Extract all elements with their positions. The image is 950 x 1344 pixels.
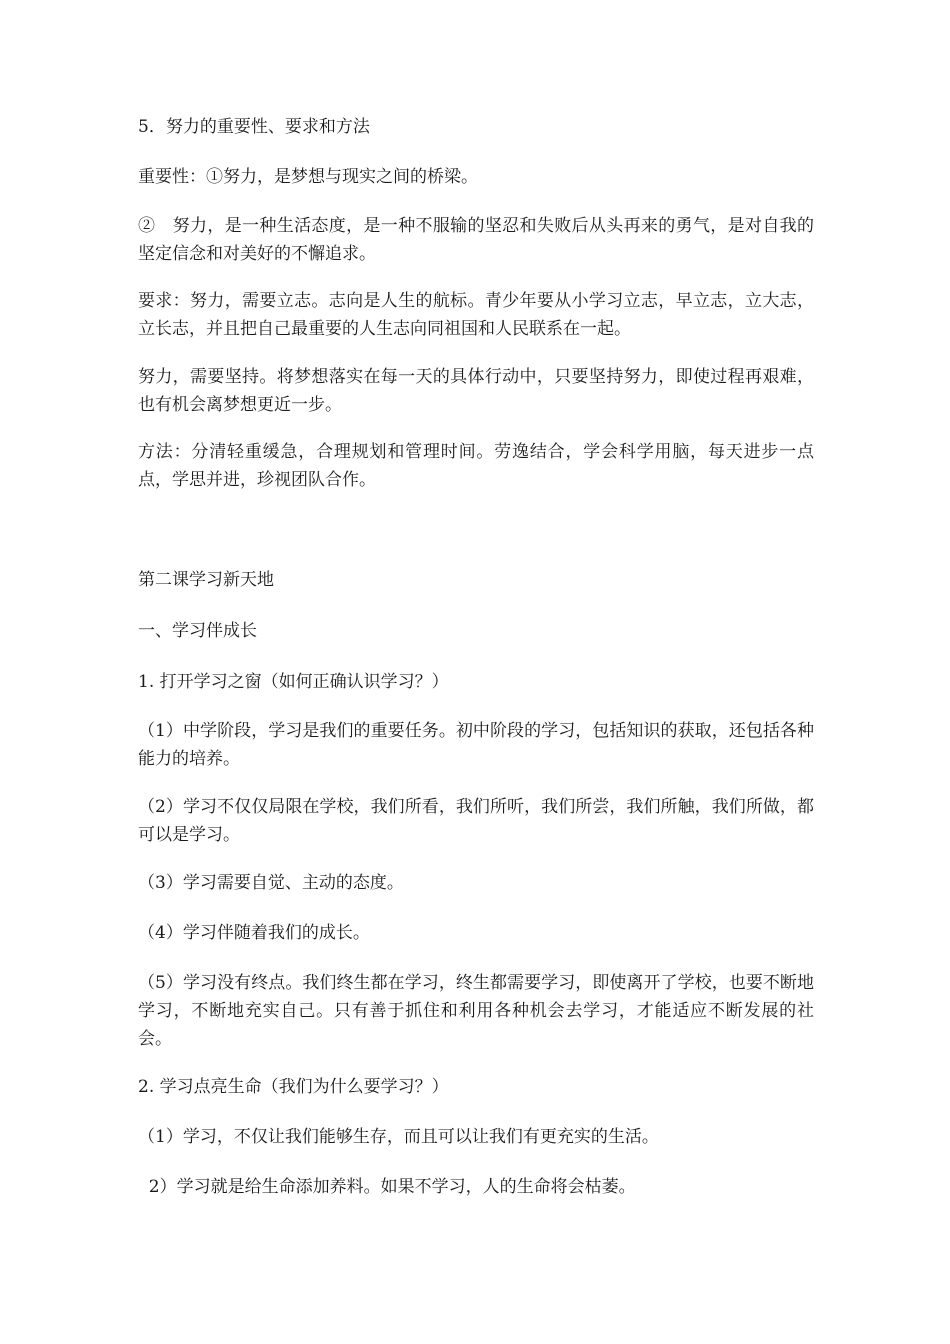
point2-item: 2）学习就是给生命添加养料。如果不学习，人的生命将会枯萎。 <box>138 1177 636 1197</box>
importance-paragraph-1: 重要性：①努力，是梦想与现实之间的桥梁。 <box>138 167 478 187</box>
lesson-title: 第二课学习新天地 <box>138 570 274 590</box>
requirement-paragraph-2: 努力，需要坚持。将梦想落实在每一天的具体行动中，只要坚持努力，即使过程再艰难，也有机会离梦想更近一步。 <box>138 367 814 415</box>
point1-item: （4）学习伴随着我们的成长。 <box>138 923 370 943</box>
point2-heading: 2. 学习点亮生命（我们为什么要学习？） <box>138 1077 449 1097</box>
point1-item: （3）学习需要自觉、主动的态度。 <box>138 873 404 893</box>
point1-heading: 1. 打开学习之窗（如何正确认识学习？） <box>138 672 449 692</box>
point2-item: （1）学习，不仅让我们能够生存，而且可以让我们有更充实的生活。 <box>138 1127 659 1147</box>
importance-paragraph-2: ② 努力，是一种生活态度，是一种不服输的坚忍和失败后从头再来的勇气，是对自我的坚定信念和对美好的不懈追求。 <box>138 216 814 264</box>
section-heading: 5．努力的重要性、要求和方法 <box>138 117 370 137</box>
point1-item: （2）学习不仅仅局限在学校，我们所看，我们所听，我们所尝，我们所触，我们所做，都可以是学习。 <box>138 797 814 845</box>
point1-item: （1）中学阶段，学习是我们的重要任务。初中阶段的学习，包括知识的获取，还包括各种能力的培养。 <box>138 721 814 769</box>
requirement-paragraph-1: 要求：努力，需要立志。志向是人生的航标。青少年要从小学习立志，早立志，立大志，立长志，并且把自己最重要的人生志向同祖国和人民联系在一起。 <box>138 291 814 339</box>
point1-item: （5）学习没有终点。我们终生都在学习，终生都需要学习，即使离开了学校，也要不断地学习，不断地充实自己。只有善于抓住和利用各种机会去学习，才能适应不断发展的社会。 <box>138 973 814 1049</box>
lesson-subtitle: 一、学习伴成长 <box>138 621 257 641</box>
method-paragraph: 方法：分清轻重缓急，合理规划和管理时间。劳逸结合，学会科学用脑，每天进步一点点，学思并进，珍视团队合作。 <box>138 442 814 490</box>
